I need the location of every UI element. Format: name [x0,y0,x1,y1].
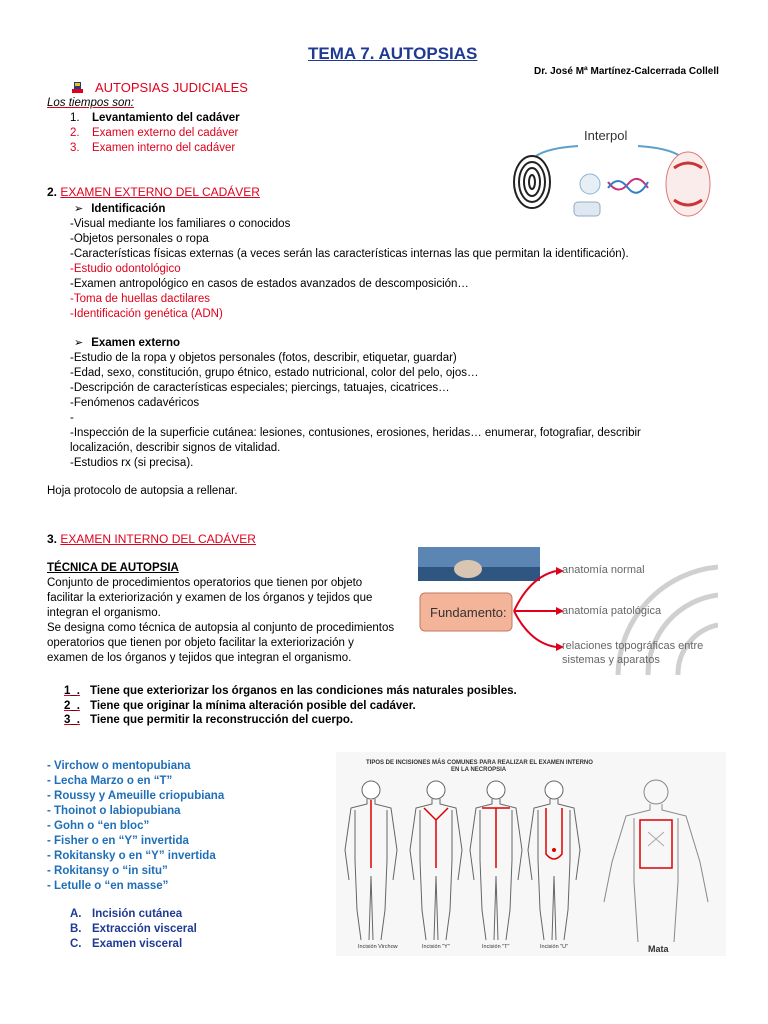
list-text: Descripción de características especiales; piercings, tatuajes, cicatrices… [73,382,450,394]
list-number: 1. [70,112,80,124]
technique-item: - Fisher o en “Y” invertida [47,835,189,847]
rule-text: Tiene que permitir la reconstrucción del cuerpo. [90,714,354,726]
technique-item: - Roussy y Ameuille criopubiana [47,790,225,802]
rule-text: Tiene que originar la mínima alteración posible del cadáver. [90,699,416,712]
list-text: Estudio de la ropa y objetos personales (fotos, describir, etiquetar, guardar) [73,352,457,364]
examen-externo-list [70,351,641,471]
sub-heading-text: Identificación [91,203,166,215]
arrow-bullet-icon: ➢ [74,203,84,215]
step-item [70,907,197,922]
body-t [470,781,522,940]
step-letter: C. [70,938,82,950]
rule-number-text: 2 [64,699,71,712]
step-text: Extracción visceral [92,923,197,935]
section1-heading-row [72,80,248,95]
fingerprint-icon [514,156,550,208]
incisions-illustration [336,752,726,956]
paragraph-line: Conjunto de procedimientos operatorios que tienen por objeto [47,577,363,589]
author: Dr. José Mª Martínez-Calcerrada Collell [534,66,719,77]
list-text: Estudio odontológico [73,263,181,275]
paragraph-line: integran el organismo. [47,607,161,619]
body-virchow [345,781,397,940]
list-item: -Inspección de la superficie cutánea: lesiones, contusiones, erosiones, heridas… enumerar, fotografiar, describir [70,427,641,439]
list-item: -Fenómenos cadavéricos [70,397,200,409]
paragraph-line: Se designa como técnica de autopsia al conjunto de procedimientos [47,622,395,634]
rule-item [64,684,517,699]
list-item: -Estudios rx (si precisa). [70,457,194,469]
section3-subheading: TÉCNICA DE AUTOPSIA [47,562,179,574]
list-item: -Objetos personales o ropa [70,233,209,245]
incisions-title-line2: EN LA NECROPSIA [451,767,507,773]
list-item: - [70,412,74,424]
fundamento-output: sistemas y aparatos [562,654,660,666]
technique-item: - Rokitansy o “in situ” [47,865,168,877]
technique-item: - Lecha Marzo o en “T” [47,775,173,787]
fundamento-output: anatomía patológica [562,605,662,617]
rule-item [64,713,517,728]
body-large [604,780,708,942]
list-text: Toma de huellas dactilares [73,293,211,305]
fundamento-output: relaciones topográficas entre [562,640,704,652]
surgery-photo [418,547,540,581]
section1-heading: AUTOPSIAS JUDICIALES [95,80,248,95]
rule-number-text: 1 [64,685,71,697]
list-item: -Estudio de la ropa y objetos personales (fotos, describir, etiquetar, guardar) [70,352,457,364]
page-title: TEMA 7. AUTOPSIAS [308,44,478,63]
list-text: Edad, sexo, constitución, grupo étnico, estado nutricional, color del pelo, ojos… [73,367,479,379]
technique-item: - Rokitansky o en “Y” invertida [47,850,216,862]
rule-text: Tiene que exteriorizar los órganos en las condiciones más naturales posibles. [90,685,517,697]
list-item: -Estudio odontológico [70,263,181,275]
step-text: Examen visceral [92,938,183,950]
rules-list [64,684,517,728]
paragraph-line: examen de los órganos y tejidos que integran el organismo. [47,652,352,664]
incision-label: Incisión "T" [482,944,510,950]
list-text: Examen interno del cadáver [92,142,236,154]
technique-item: - Virchow o mentopubiana [47,760,191,772]
list-item: -Identificación genética (ADN) [70,308,223,320]
list-item: -Visual mediante los familiares o conocidos [70,218,291,230]
section3-paragraph [47,576,417,666]
list-number: 3. [70,142,80,154]
technique-item: - Gohn o “en bloc” [47,820,150,832]
list-text: Visual mediante los familiares o conocidos [73,218,291,230]
step-item [70,937,197,952]
list-text: localización, describir signos de vitalidad. [70,442,281,454]
list-text: Fenómenos cadavéricos [73,397,200,409]
sub-heading-examen-externo [74,336,180,349]
incisions-title-line1: TIPOS DE INCISIONES MÁS COMUNES PARA REALIZAR EL EXAMEN INTERNO [366,760,593,766]
list-item [70,141,240,156]
protocol-note: Hoja protocolo de autopsia a rellenar. [47,485,238,497]
list-number: 2. [70,127,80,139]
interpol-label: Interpol [584,128,628,143]
list-text: Levantamiento del cadáver [92,112,240,124]
fundamento-box [420,593,512,631]
identificacion-list [70,217,629,322]
list-item-continuation [70,441,641,456]
sub-heading-text: Examen externo [91,337,181,349]
section1-list [70,111,240,156]
sub-heading-identificacion [74,202,165,215]
fundamento-label: Fundamento: [430,605,507,620]
rule-number: 2_. [64,699,80,712]
fundamento-output: anatomía normal [562,564,645,576]
list-item: -Descripción de características especiales; piercings, tatuajes, cicatrices… [70,382,450,394]
section2-number: 2. [47,185,58,199]
list-item: -Toma de huellas dactilares [70,293,211,305]
bullet-flag-icon [72,82,83,93]
rule-item [64,699,517,714]
step-text: Incisión cutánea [92,908,183,920]
fundamento-illustration [418,547,718,675]
section3-number: 3. [47,532,58,546]
dental-icon [666,152,710,216]
list-text: Estudios rx (si precisa). [73,457,194,469]
interpol-illustration [508,122,716,230]
list-item: -Características físicas externas (a veces serán las características internas las que permitan la identificación). [70,248,629,260]
incision-label: Incisión "Y" [422,944,450,950]
paragraph-line: facilitar la exteriorización y examen de los órganos y tejidos que [47,592,373,604]
incisions-figure [336,752,726,956]
techniques-list [47,759,224,894]
list-item: -Examen antropológico en casos de estados avanzados de descomposición… [70,278,469,290]
step-letter: B. [70,923,82,935]
list-text: Examen externo del cadáver [92,127,239,139]
technique-item: - Thoinot o labiopubiana [47,805,181,817]
list-item [70,111,240,126]
list-text: Características físicas externas (a veces serán las características internas las que permitan la identificación). [73,248,629,260]
dna-icon [574,174,648,216]
technique-item: - Letulle o “en masse” [47,880,169,892]
interpol-figure [508,122,716,230]
step-letter: A. [70,908,82,920]
section3-heading: EXAMEN INTERNO DEL CADÁVER [60,532,256,546]
step-item [70,922,197,937]
rule-number-text: 3 [64,714,71,726]
list-text: Examen antropológico en casos de estados avanzados de descomposición… [73,278,469,290]
list-text: Identificación genética (ADN) [73,308,223,320]
paragraph-line: operatorios que tienen por objeto facilitar la exteriorización y [47,637,354,649]
section2-heading: EXAMEN EXTERNO DEL CADÁVER [60,185,260,199]
list-text: Objetos personales o ropa [73,233,209,245]
section3-heading-row [47,532,256,546]
body-u [528,781,580,940]
rule-number: 3_. [64,714,80,726]
steps-list [70,907,197,952]
body-y [410,781,462,940]
list-item: -Edad, sexo, constitución, grupo étnico, estado nutricional, color del pelo, ojos… [70,367,479,379]
fundamento-diagram [418,547,718,675]
section2-heading-row [47,185,260,199]
list-item [70,126,240,141]
figure-credit: Mata [648,944,669,954]
incision-label: Incisión Virchow [358,944,398,950]
incision-label: Incisión "U" [540,944,569,950]
arrow-bullet-icon: ➢ [74,337,84,349]
list-text: Inspección de la superficie cutánea: lesiones, contusiones, erosiones, heridas… enumerar, fotografiar, describir [73,427,641,439]
rule-number: 1_. [64,685,80,697]
section1-intro: Los tiempos son: [47,97,134,109]
